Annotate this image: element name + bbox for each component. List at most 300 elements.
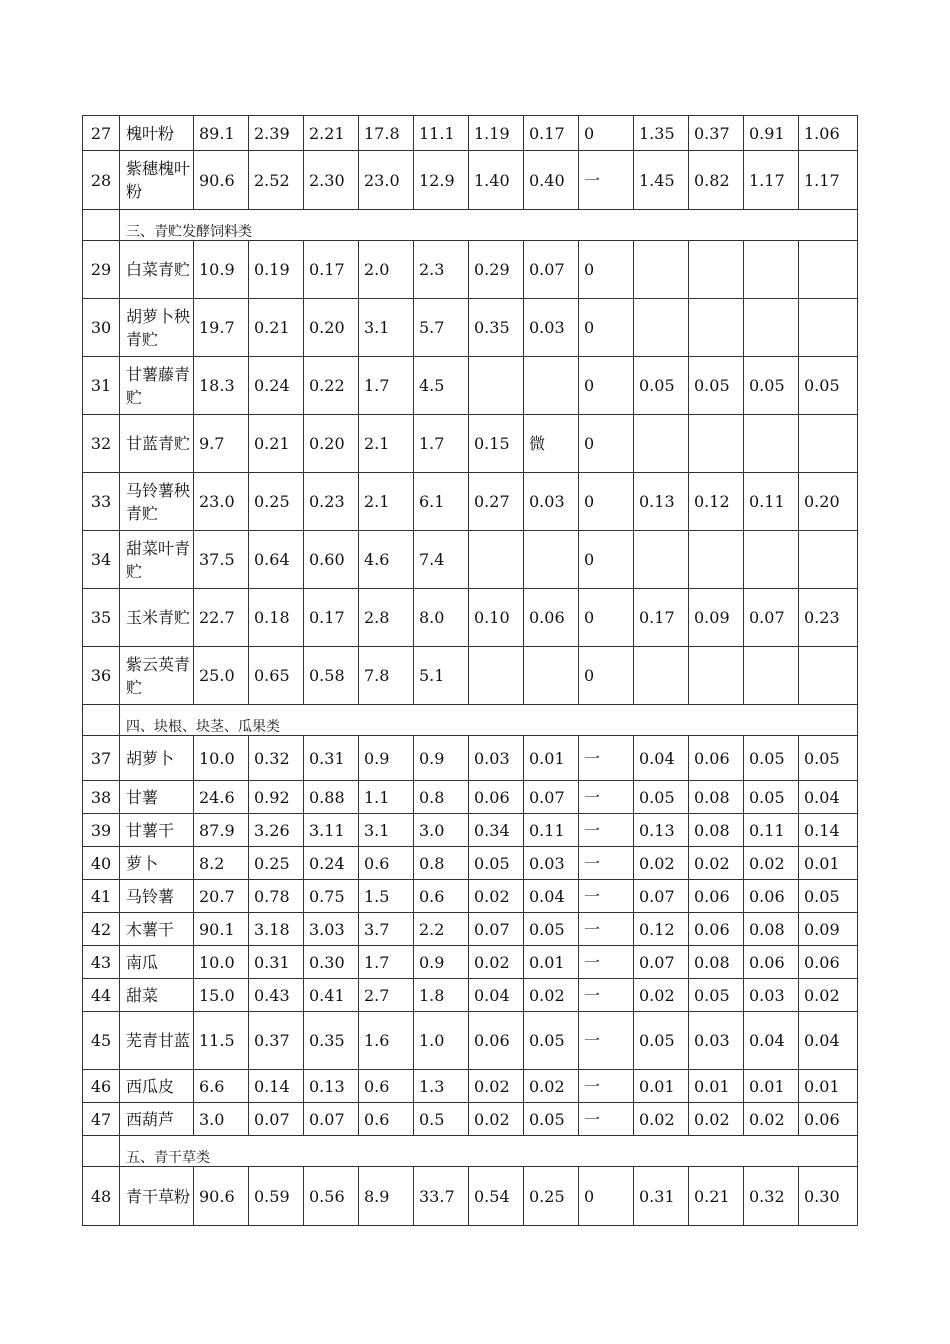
value-cell: 0.06 bbox=[469, 781, 524, 814]
value-cell: 1.3 bbox=[414, 1070, 469, 1103]
value-cell: 0.5 bbox=[414, 1103, 469, 1136]
value-cell bbox=[689, 299, 744, 357]
value-cell: 1.8 bbox=[414, 979, 469, 1012]
value-cell: 0.09 bbox=[799, 913, 858, 946]
value-cell: 0.03 bbox=[469, 736, 524, 781]
value-cell: 1.1 bbox=[359, 781, 414, 814]
value-cell: 0.05 bbox=[524, 1012, 579, 1070]
row-number: 35 bbox=[83, 589, 120, 647]
value-cell: 0.05 bbox=[689, 357, 744, 415]
table-row bbox=[83, 1167, 858, 1226]
value-cell: 0.35 bbox=[304, 1012, 359, 1070]
value-cell: 0.22 bbox=[304, 357, 359, 415]
value-cell: 一 bbox=[579, 1103, 634, 1136]
value-cell: 0.31 bbox=[304, 736, 359, 781]
value-cell: 0.18 bbox=[249, 589, 304, 647]
value-cell: 0.14 bbox=[249, 1070, 304, 1103]
value-cell: 0.05 bbox=[799, 357, 858, 415]
value-cell bbox=[524, 357, 579, 415]
value-cell: 0.56 bbox=[304, 1167, 359, 1226]
value-cell: 3.0 bbox=[194, 1103, 249, 1136]
value-cell: 0.02 bbox=[689, 847, 744, 880]
value-cell bbox=[744, 241, 799, 299]
value-cell: 0.24 bbox=[304, 847, 359, 880]
value-cell: 0 bbox=[579, 299, 634, 357]
value-cell: 25.0 bbox=[194, 647, 249, 705]
value-cell: 0.05 bbox=[634, 357, 689, 415]
table-row bbox=[83, 116, 858, 151]
value-cell: 0.8 bbox=[414, 847, 469, 880]
value-cell: 0.11 bbox=[744, 814, 799, 847]
value-cell: 3.26 bbox=[249, 814, 304, 847]
value-cell: 0.29 bbox=[469, 241, 524, 299]
row-number: 42 bbox=[83, 913, 120, 946]
value-cell: 8.9 bbox=[359, 1167, 414, 1226]
value-cell: 5.1 bbox=[414, 647, 469, 705]
value-cell bbox=[744, 647, 799, 705]
value-cell: 2.8 bbox=[359, 589, 414, 647]
value-cell: 0.32 bbox=[249, 736, 304, 781]
value-cell: 一 bbox=[579, 736, 634, 781]
table-row bbox=[83, 589, 858, 647]
value-cell: 0.07 bbox=[744, 589, 799, 647]
table-row bbox=[83, 647, 858, 705]
value-cell: 0.05 bbox=[524, 1103, 579, 1136]
value-cell bbox=[524, 647, 579, 705]
value-cell: 2.39 bbox=[249, 116, 304, 151]
row-number: 47 bbox=[83, 1103, 120, 1136]
value-cell: 0.07 bbox=[469, 913, 524, 946]
value-cell: 一 bbox=[579, 946, 634, 979]
value-cell: 0.14 bbox=[799, 814, 858, 847]
value-cell: 一 bbox=[579, 979, 634, 1012]
feed-name: 南瓜 bbox=[120, 946, 194, 979]
value-cell: 9.7 bbox=[194, 415, 249, 473]
value-cell: 0.30 bbox=[304, 946, 359, 979]
value-cell: 0.40 bbox=[524, 151, 579, 210]
feed-name: 紫云英青贮 bbox=[120, 647, 194, 705]
value-cell: 0.06 bbox=[689, 736, 744, 781]
value-cell: 15.0 bbox=[194, 979, 249, 1012]
value-cell: 0.06 bbox=[689, 913, 744, 946]
feed-name: 甘薯 bbox=[120, 781, 194, 814]
value-cell: 0.12 bbox=[689, 473, 744, 531]
feed-name: 胡萝卜 bbox=[120, 736, 194, 781]
value-cell bbox=[689, 531, 744, 589]
value-cell: 0.05 bbox=[799, 880, 858, 913]
value-cell: 0.17 bbox=[304, 589, 359, 647]
value-cell: 2.2 bbox=[414, 913, 469, 946]
value-cell: 87.9 bbox=[194, 814, 249, 847]
value-cell: 0.06 bbox=[524, 589, 579, 647]
value-cell: 0.01 bbox=[799, 1070, 858, 1103]
value-cell: 0.27 bbox=[469, 473, 524, 531]
value-cell: 0.78 bbox=[249, 880, 304, 913]
value-cell: 3.7 bbox=[359, 913, 414, 946]
value-cell: 0.13 bbox=[304, 1070, 359, 1103]
value-cell: 0.07 bbox=[634, 880, 689, 913]
row-number: 40 bbox=[83, 847, 120, 880]
value-cell: 0.04 bbox=[524, 880, 579, 913]
feed-nutrition-table bbox=[82, 115, 858, 1226]
value-cell: 1.19 bbox=[469, 116, 524, 151]
value-cell: 1.7 bbox=[414, 415, 469, 473]
feed-name: 萝卜 bbox=[120, 847, 194, 880]
value-cell: 2.3 bbox=[414, 241, 469, 299]
value-cell: 0.21 bbox=[249, 299, 304, 357]
value-cell bbox=[689, 241, 744, 299]
value-cell: 10.0 bbox=[194, 946, 249, 979]
value-cell: 89.1 bbox=[194, 116, 249, 151]
section-header-row bbox=[83, 210, 858, 241]
table-row bbox=[83, 415, 858, 473]
value-cell: 1.0 bbox=[414, 1012, 469, 1070]
feed-name: 槐叶粉 bbox=[120, 116, 194, 151]
row-number: 33 bbox=[83, 473, 120, 531]
value-cell: 0.04 bbox=[744, 1012, 799, 1070]
value-cell: 0.15 bbox=[469, 415, 524, 473]
value-cell: 0.01 bbox=[524, 736, 579, 781]
table-row bbox=[83, 946, 858, 979]
value-cell: 0.08 bbox=[689, 946, 744, 979]
table-row bbox=[83, 473, 858, 531]
value-cell: 0.05 bbox=[744, 781, 799, 814]
row-number: 38 bbox=[83, 781, 120, 814]
value-cell: 0.9 bbox=[414, 946, 469, 979]
value-cell: 0.12 bbox=[634, 913, 689, 946]
value-cell: 1.40 bbox=[469, 151, 524, 210]
value-cell: 0.02 bbox=[799, 979, 858, 1012]
value-cell: 8.2 bbox=[194, 847, 249, 880]
value-cell: 0.21 bbox=[689, 1167, 744, 1226]
value-cell: 0.13 bbox=[634, 814, 689, 847]
value-cell: 10.9 bbox=[194, 241, 249, 299]
value-cell: 0.07 bbox=[524, 241, 579, 299]
table-row bbox=[83, 1103, 858, 1136]
value-cell: 一 bbox=[579, 151, 634, 210]
value-cell: 0.05 bbox=[744, 357, 799, 415]
value-cell: 1.17 bbox=[744, 151, 799, 210]
value-cell: 0.60 bbox=[304, 531, 359, 589]
value-cell: 4.6 bbox=[359, 531, 414, 589]
value-cell: 0.54 bbox=[469, 1167, 524, 1226]
value-cell bbox=[744, 299, 799, 357]
value-cell: 一 bbox=[579, 880, 634, 913]
row-number: 28 bbox=[83, 151, 120, 210]
table-row bbox=[83, 1012, 858, 1070]
value-cell: 1.7 bbox=[359, 946, 414, 979]
value-cell bbox=[799, 241, 858, 299]
value-cell: 7.8 bbox=[359, 647, 414, 705]
value-cell: 0.02 bbox=[744, 847, 799, 880]
value-cell: 一 bbox=[579, 781, 634, 814]
value-cell: 23.0 bbox=[359, 151, 414, 210]
table-row bbox=[83, 847, 858, 880]
value-cell: 0.05 bbox=[524, 913, 579, 946]
value-cell: 0.05 bbox=[634, 781, 689, 814]
value-cell: 0.08 bbox=[744, 913, 799, 946]
table-row bbox=[83, 979, 858, 1012]
value-cell: 19.7 bbox=[194, 299, 249, 357]
value-cell: 0.35 bbox=[469, 299, 524, 357]
table-row bbox=[83, 913, 858, 946]
feed-name: 木薯干 bbox=[120, 913, 194, 946]
value-cell: 2.0 bbox=[359, 241, 414, 299]
value-cell: 90.6 bbox=[194, 151, 249, 210]
value-cell: 0.02 bbox=[469, 1070, 524, 1103]
value-cell: 0.06 bbox=[744, 880, 799, 913]
value-cell: 0.04 bbox=[799, 781, 858, 814]
value-cell: 3.11 bbox=[304, 814, 359, 847]
value-cell: 0.37 bbox=[249, 1012, 304, 1070]
section-header-row bbox=[83, 1136, 858, 1167]
value-cell: 0.02 bbox=[634, 1103, 689, 1136]
value-cell: 0.64 bbox=[249, 531, 304, 589]
value-cell: 0.25 bbox=[249, 847, 304, 880]
value-cell: 2.7 bbox=[359, 979, 414, 1012]
value-cell: 3.1 bbox=[359, 814, 414, 847]
value-cell: 0.06 bbox=[689, 880, 744, 913]
value-cell: 1.35 bbox=[634, 116, 689, 151]
value-cell: 0.6 bbox=[359, 1070, 414, 1103]
value-cell: 0.06 bbox=[799, 946, 858, 979]
value-cell: 0.01 bbox=[524, 946, 579, 979]
feed-name: 玉米青贮 bbox=[120, 589, 194, 647]
feed-name: 马铃薯 bbox=[120, 880, 194, 913]
row-number: 32 bbox=[83, 415, 120, 473]
value-cell: 0.02 bbox=[634, 847, 689, 880]
value-cell: 3.0 bbox=[414, 814, 469, 847]
value-cell: 0.20 bbox=[799, 473, 858, 531]
feed-name: 青干草粉 bbox=[120, 1167, 194, 1226]
value-cell: 0.03 bbox=[744, 979, 799, 1012]
row-number: 27 bbox=[83, 116, 120, 151]
value-cell: 1.06 bbox=[799, 116, 858, 151]
table-row bbox=[83, 781, 858, 814]
value-cell: 0.08 bbox=[689, 814, 744, 847]
row-number: 30 bbox=[83, 299, 120, 357]
value-cell: 0.03 bbox=[689, 1012, 744, 1070]
value-cell: 11.5 bbox=[194, 1012, 249, 1070]
value-cell: 0.88 bbox=[304, 781, 359, 814]
value-cell: 0.43 bbox=[249, 979, 304, 1012]
feed-name: 芜青甘蓝 bbox=[120, 1012, 194, 1070]
row-number: 34 bbox=[83, 531, 120, 589]
row-number: 39 bbox=[83, 814, 120, 847]
section-label: 五、青干草类 bbox=[120, 1136, 858, 1167]
value-cell: 0.03 bbox=[524, 473, 579, 531]
value-cell: 1.45 bbox=[634, 151, 689, 210]
value-cell: 2.30 bbox=[304, 151, 359, 210]
section-label: 四、块根、块茎、瓜果类 bbox=[120, 705, 858, 736]
value-cell: 一 bbox=[579, 1070, 634, 1103]
section-blank-cell bbox=[83, 210, 120, 241]
value-cell: 0 bbox=[579, 415, 634, 473]
table-row bbox=[83, 1070, 858, 1103]
feed-name: 马铃薯秧青贮 bbox=[120, 473, 194, 531]
feed-name: 胡萝卜秧青贮 bbox=[120, 299, 194, 357]
row-number: 46 bbox=[83, 1070, 120, 1103]
feed-name: 甜菜叶青贮 bbox=[120, 531, 194, 589]
value-cell: 一 bbox=[579, 1012, 634, 1070]
value-cell: 0 bbox=[579, 473, 634, 531]
value-cell bbox=[744, 531, 799, 589]
value-cell: 0.31 bbox=[249, 946, 304, 979]
row-number: 44 bbox=[83, 979, 120, 1012]
row-number: 48 bbox=[83, 1167, 120, 1226]
value-cell: 12.9 bbox=[414, 151, 469, 210]
value-cell bbox=[799, 415, 858, 473]
row-number: 37 bbox=[83, 736, 120, 781]
value-cell: 1.7 bbox=[359, 357, 414, 415]
value-cell: 0.02 bbox=[524, 1070, 579, 1103]
value-cell: 6.6 bbox=[194, 1070, 249, 1103]
value-cell: 3.03 bbox=[304, 913, 359, 946]
value-cell: 0.17 bbox=[524, 116, 579, 151]
value-cell: 0.04 bbox=[799, 1012, 858, 1070]
row-number: 43 bbox=[83, 946, 120, 979]
table-row bbox=[83, 151, 858, 210]
value-cell: 0.01 bbox=[634, 1070, 689, 1103]
feed-name: 白菜青贮 bbox=[120, 241, 194, 299]
value-cell: 23.0 bbox=[194, 473, 249, 531]
value-cell bbox=[799, 299, 858, 357]
feed-name: 甘蓝青贮 bbox=[120, 415, 194, 473]
row-number: 31 bbox=[83, 357, 120, 415]
value-cell: 0.07 bbox=[634, 946, 689, 979]
value-cell: 0.02 bbox=[524, 979, 579, 1012]
value-cell: 0.07 bbox=[524, 781, 579, 814]
value-cell bbox=[634, 241, 689, 299]
value-cell: 0.9 bbox=[359, 736, 414, 781]
value-cell: 0.25 bbox=[249, 473, 304, 531]
value-cell: 一 bbox=[579, 913, 634, 946]
value-cell: 0.13 bbox=[634, 473, 689, 531]
value-cell: 0.06 bbox=[744, 946, 799, 979]
value-cell: 0.82 bbox=[689, 151, 744, 210]
value-cell: 2.21 bbox=[304, 116, 359, 151]
value-cell: 0.02 bbox=[744, 1103, 799, 1136]
value-cell: 7.4 bbox=[414, 531, 469, 589]
value-cell: 0 bbox=[579, 1167, 634, 1226]
value-cell: 0.20 bbox=[304, 415, 359, 473]
value-cell: 0.02 bbox=[469, 880, 524, 913]
value-cell bbox=[634, 531, 689, 589]
section-header-row bbox=[83, 705, 858, 736]
value-cell: 4.5 bbox=[414, 357, 469, 415]
value-cell: 3.1 bbox=[359, 299, 414, 357]
value-cell: 0.07 bbox=[249, 1103, 304, 1136]
row-number: 36 bbox=[83, 647, 120, 705]
value-cell: 5.7 bbox=[414, 299, 469, 357]
value-cell: 0.02 bbox=[634, 979, 689, 1012]
value-cell: 0.8 bbox=[414, 781, 469, 814]
value-cell: 0.25 bbox=[524, 1167, 579, 1226]
value-cell: 0.04 bbox=[469, 979, 524, 1012]
row-number: 41 bbox=[83, 880, 120, 913]
value-cell: 0.75 bbox=[304, 880, 359, 913]
value-cell: 1.6 bbox=[359, 1012, 414, 1070]
value-cell: 0.6 bbox=[359, 847, 414, 880]
value-cell: 0.23 bbox=[799, 589, 858, 647]
value-cell: 17.8 bbox=[359, 116, 414, 151]
value-cell: 0.24 bbox=[249, 357, 304, 415]
table-row bbox=[83, 814, 858, 847]
table-row bbox=[83, 880, 858, 913]
value-cell: 0.02 bbox=[469, 946, 524, 979]
feed-name: 甘薯干 bbox=[120, 814, 194, 847]
value-cell: 0.19 bbox=[249, 241, 304, 299]
value-cell: 2.52 bbox=[249, 151, 304, 210]
value-cell: 0.07 bbox=[304, 1103, 359, 1136]
value-cell: 0.05 bbox=[744, 736, 799, 781]
value-cell: 0.11 bbox=[744, 473, 799, 531]
section-blank-cell bbox=[83, 1136, 120, 1167]
value-cell: 0.02 bbox=[689, 1103, 744, 1136]
value-cell: 0.31 bbox=[634, 1167, 689, 1226]
value-cell: 0.41 bbox=[304, 979, 359, 1012]
value-cell: 0.17 bbox=[634, 589, 689, 647]
value-cell: 0 bbox=[579, 589, 634, 647]
value-cell: 0.23 bbox=[304, 473, 359, 531]
value-cell bbox=[469, 647, 524, 705]
value-cell: 0.01 bbox=[744, 1070, 799, 1103]
value-cell: 20.7 bbox=[194, 880, 249, 913]
value-cell: 0.6 bbox=[359, 1103, 414, 1136]
value-cell: 0.01 bbox=[689, 1070, 744, 1103]
value-cell bbox=[799, 531, 858, 589]
value-cell: 0 bbox=[579, 241, 634, 299]
value-cell: 0.02 bbox=[469, 1103, 524, 1136]
value-cell: 0 bbox=[579, 531, 634, 589]
feed-name: 西葫芦 bbox=[120, 1103, 194, 1136]
value-cell: 0.01 bbox=[799, 847, 858, 880]
value-cell: 8.0 bbox=[414, 589, 469, 647]
value-cell bbox=[799, 647, 858, 705]
value-cell: 0.59 bbox=[249, 1167, 304, 1226]
value-cell: 0.92 bbox=[249, 781, 304, 814]
value-cell: 10.0 bbox=[194, 736, 249, 781]
value-cell: 0.91 bbox=[744, 116, 799, 151]
value-cell: 0.04 bbox=[634, 736, 689, 781]
value-cell: 0.30 bbox=[799, 1167, 858, 1226]
value-cell: 0 bbox=[579, 116, 634, 151]
value-cell: 24.6 bbox=[194, 781, 249, 814]
value-cell: 0 bbox=[579, 647, 634, 705]
value-cell bbox=[469, 531, 524, 589]
value-cell: 90.6 bbox=[194, 1167, 249, 1226]
value-cell: 0.21 bbox=[249, 415, 304, 473]
value-cell bbox=[634, 415, 689, 473]
value-cell: 22.7 bbox=[194, 589, 249, 647]
value-cell: 0.11 bbox=[524, 814, 579, 847]
value-cell: 0.58 bbox=[304, 647, 359, 705]
table-body bbox=[83, 116, 858, 1226]
value-cell bbox=[524, 531, 579, 589]
value-cell: 0.05 bbox=[689, 979, 744, 1012]
value-cell: 0.09 bbox=[689, 589, 744, 647]
value-cell: 0.20 bbox=[304, 299, 359, 357]
value-cell bbox=[744, 415, 799, 473]
value-cell: 0.05 bbox=[634, 1012, 689, 1070]
value-cell: 0 bbox=[579, 357, 634, 415]
value-cell: 37.5 bbox=[194, 531, 249, 589]
value-cell: 0.37 bbox=[689, 116, 744, 151]
value-cell bbox=[634, 647, 689, 705]
value-cell: 2.1 bbox=[359, 415, 414, 473]
table-row bbox=[83, 531, 858, 589]
value-cell: 33.7 bbox=[414, 1167, 469, 1226]
